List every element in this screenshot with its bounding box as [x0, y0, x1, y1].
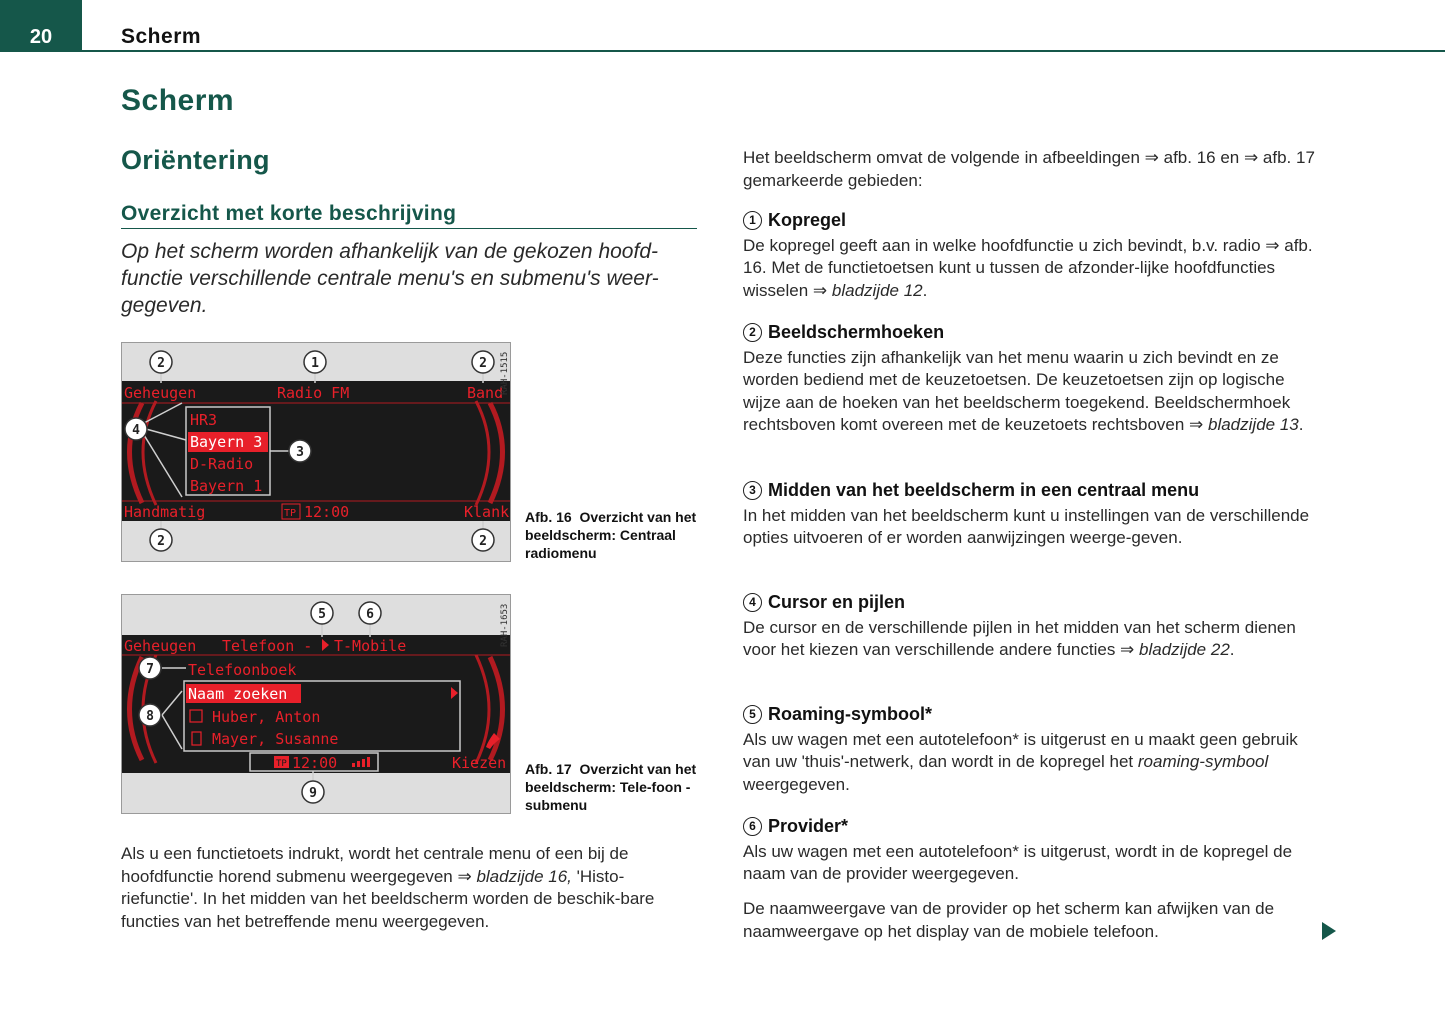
caption-label: Afb. 17: [525, 761, 572, 777]
header-function: Radio FM: [277, 384, 350, 402]
callout: 3: [296, 445, 304, 460]
provider-name: T-Mobile: [334, 637, 407, 655]
item-5: 5 Roaming-symbool* Als uw wagen met een autotelefoon* is uitgerust en u maakt geen gebruik van uw 'thuis'-netwerk, dan wordt in de kopregel het roaming-symbool weergegeven.: [743, 704, 1298, 794]
corner-bottom-right: Kiezen: [452, 754, 507, 772]
page-reference[interactable]: bladzijde 12: [831, 280, 923, 300]
number-circle: 2: [743, 323, 762, 342]
corner-bottom-left: Handmatig: [124, 503, 206, 521]
section-heading: Overzicht met korte beschrijving: [121, 202, 457, 225]
figure-17-phone-screen: [121, 594, 511, 814]
item-title: Beeldschermhoeken: [768, 322, 945, 342]
radio-screen-illustration: [122, 343, 510, 561]
chapter-title: Oriëntering: [121, 145, 270, 175]
callout: 2: [157, 534, 165, 549]
page-title: Scherm: [121, 84, 235, 117]
caption-text: Overzicht van het beeldscherm: Tele-foon - submenu: [525, 761, 697, 813]
number-circle: 1: [743, 211, 762, 230]
clock: 12:00: [292, 754, 338, 772]
item-3: 3 Midden van het beeldscherm in een centraal menu In het midden van het beeldscherm kunt u instellingen van de verschillende opties uitvoeren of er worden aanwijzingen weerge-geven.: [743, 480, 1310, 547]
callout: 8: [146, 709, 154, 724]
tp-indicator: TP: [284, 508, 297, 519]
list-item: Mayer, Susanne: [212, 730, 339, 748]
phone-screen-illustration: [122, 595, 510, 813]
item-title: Cursor en pijlen: [768, 592, 906, 612]
right-intro: Het beeldscherm omvat de volgende in afbeeldingen ⇒ afb. 16 en ⇒ afb. 17 gemarkeerde gebieden:: [743, 148, 1315, 190]
tp-indicator: TP: [276, 759, 287, 769]
number-circle: 6: [743, 817, 762, 836]
callout: 7: [146, 662, 154, 677]
figure-16-radio-screen: [121, 342, 511, 562]
figure-16-caption: [525, 508, 700, 562]
page-number: 20: [29, 26, 53, 48]
caption-text: Overzicht van het beeldscherm: Centraal radiomenu: [525, 509, 697, 561]
item-title: Kopregel: [768, 210, 847, 230]
running-header: Scherm: [121, 25, 202, 48]
header-function: Telefoon -: [222, 637, 313, 655]
list-item: HR3: [190, 411, 218, 429]
corner-bottom-right: Klank: [464, 503, 510, 521]
item-1: 1 Kopregel De kopregel geeft aan in welke hoofdfunctie u zich bevindt, b.v. radio ⇒ afb. 16. Met de functietoetsen kunt u tussen de afzonder-lijke hoofdfuncties wisselen ⇒ bladzijde 12.: [743, 210, 1313, 300]
callout: 2: [479, 534, 487, 549]
page-reference[interactable]: bladzijde 13: [1208, 415, 1299, 434]
caption-label: Afb. 16: [525, 509, 572, 525]
corner-top-left: Geheugen: [124, 637, 197, 655]
item-2: 2 Beeldschermhoeken Deze functies zijn afhankelijk van het menu waarin u zich bevindt en ze worden bediend met de keuzetoetsen. De keuzetoetsen zijn op logische wijze aan de hoeken van het beeldscherm toegekend. Beeldschermhoek rechtsboven komt overeen met de keuzetoets rechtsboven ⇒ bladzijde 13.: [743, 322, 1304, 434]
figure-code: RAH-1653: [500, 603, 510, 647]
item-4: 4 Cursor en pijlen De cursor en de verschillende pijlen in het midden van het scherm dienen voor het kiezen van verschillende andere functies ⇒ bladzijde 22.: [743, 592, 1296, 659]
next-page-arrow-icon[interactable]: [1322, 922, 1336, 940]
number-circle: 5: [743, 705, 762, 724]
submenu-title: Telefoonboek: [188, 661, 297, 679]
section-divider: [121, 228, 697, 229]
item-title: Provider*: [768, 816, 849, 836]
callout: 5: [318, 607, 326, 622]
item-6: 6 Provider* Als uw wagen met een autotelefoon* is uitgerust, wordt in de kopregel de naam van de provider weergegeven.: [743, 816, 1293, 883]
list-item: Bayern 1: [190, 477, 263, 495]
left-body-paragraph: Als u een functietoets indrukt, wordt het centrale menu of een bij de hoofdfunctie horend submenu weergegeven ⇒ bladzijde 16, 'Histo-riefunctie'. In het midden van het beeldscherm worden de beschik-bare functies van het betreffende menu weergegeven.: [121, 844, 655, 931]
page-reference[interactable]: bladzijde 16,: [476, 866, 572, 886]
item-title: Roaming-symbool*: [768, 704, 933, 724]
page-reference[interactable]: bladzijde 22: [1139, 640, 1230, 659]
clock: 12:00: [304, 503, 350, 521]
italic-term: roaming-symbool: [1137, 752, 1269, 771]
callout: 2: [157, 356, 165, 371]
corner-top-right: Band: [467, 384, 504, 402]
callout: 1: [311, 356, 319, 371]
item-title: Midden van het beeldscherm in een centraal menu: [768, 480, 1200, 500]
figure-code: RAH-1515: [500, 351, 510, 395]
callout: 4: [132, 423, 140, 438]
number-circle: 4: [743, 593, 762, 612]
list-item-selected: Bayern 3: [190, 433, 263, 451]
callout: 6: [366, 607, 374, 622]
number-circle: 3: [743, 481, 762, 500]
header-divider: [82, 50, 1445, 52]
figure-17-caption: [525, 760, 700, 814]
callout: 9: [309, 786, 317, 801]
closing-paragraph: De naamweergave van de provider op het scherm kan afwijken van de naamweergave op het display van de mobiele telefoon.: [743, 899, 1275, 941]
callout: 2: [479, 356, 487, 371]
intro-paragraph: Op het scherm worden afhankelijk van de gekozen hoofd-functie verschillende centrale menu's en submenu's weer-gegeven.: [121, 240, 659, 317]
list-item: D-Radio: [190, 455, 254, 473]
corner-top-left: Geheugen: [124, 384, 197, 402]
list-item-selected: Naam zoeken: [188, 685, 288, 703]
list-item: Huber, Anton: [212, 708, 321, 726]
